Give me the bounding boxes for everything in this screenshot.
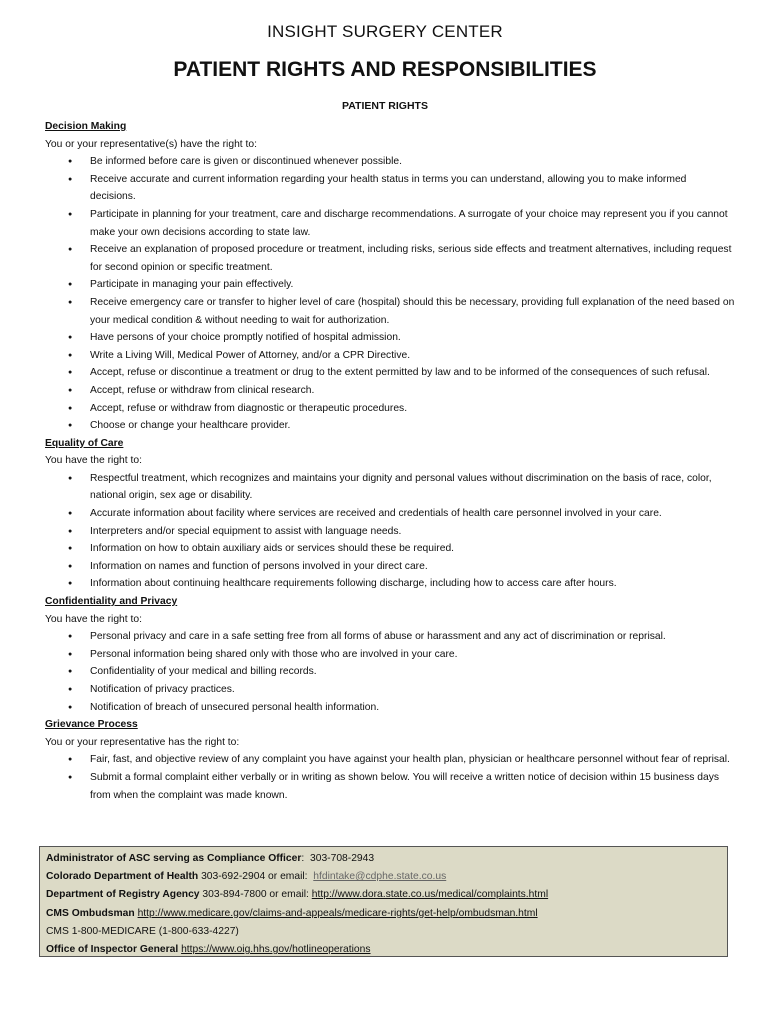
list-item: ● Accept, refuse or withdraw from diagnostic or therapeutic procedures. — [45, 400, 735, 418]
confidentiality-intro: You have the right to: — [45, 613, 142, 625]
grievance-list — [45, 751, 735, 804]
list-item: ● Be informed before care is given or discontinued whenever possible. — [45, 153, 735, 171]
list-item: ● Accept, refuse or withdraw from clinical research. — [45, 382, 735, 400]
admin-contact-line: Administrator of ASC serving as Compliance Officer: 303-708-2943 — [46, 853, 375, 864]
list-item: ● Information on how to obtain auxiliary aids or services should these be required. — [45, 540, 735, 558]
dora-label: Department of Registry Agency — [46, 889, 200, 901]
confidentiality-heading: Confidentiality and Privacy — [45, 596, 178, 608]
list-item: ● Have persons of your choice promptly notified of hospital admission. — [45, 329, 735, 347]
list-item: ● Accept, refuse or discontinue a treatment or drug to the extent permitted by law and to be informed of the consequences of such refusal. — [45, 364, 735, 382]
grievance-heading: Grievance Process — [45, 719, 138, 731]
oig-contact-line — [46, 941, 721, 959]
list-item: ● Participate in managing your pain effectively. — [45, 276, 735, 294]
list-item: ● Fair, fast, and objective review of any complaint you have against your health plan, physician or healthcare personnel without fear of reprisal. — [45, 751, 735, 769]
list-item: ● Notification of privacy practices. — [45, 681, 735, 699]
cdph-phone: 303-692-2904 or email: — [201, 871, 308, 883]
admin-phone: 303-708-2943 — [309, 853, 375, 864]
dora-contact-line — [46, 886, 721, 904]
oig-label: Office of Inspector General — [46, 944, 179, 956]
list-item: ● Write a Living Will, Medical Power of Attorney, and/or a CPR Directive. — [45, 347, 735, 365]
cms-contact-line — [46, 905, 721, 923]
list-item: ● Submit a formal complaint either verbally or in writing as shown below. You will receive a written notice of decision within 15 business days from when the complaint was made known. — [45, 769, 735, 804]
list-item: ● Personal privacy and care in a safe setting free from all forms of abuse or harassment and any act of discrimination or reprisal. — [45, 628, 735, 646]
list-item: ● Accurate information about facility where services are received and credentials of health care personnel involved in your care. — [45, 505, 735, 523]
equality-of-care-intro: You have the right to: — [45, 455, 142, 467]
decision-making-list — [45, 153, 735, 435]
equality-of-care-list — [45, 470, 735, 593]
page-title: PATIENT RIGHTS AND RESPONSIBILITIES — [173, 58, 597, 81]
list-item: ● Receive accurate and current information regarding your health status in terms you can understand, allowing you to make informed decisions. — [45, 171, 735, 206]
list-item: ● Participate in planning for your treatment, care and discharge recommendations. A surrogate of your choice may represent you if you cannot make your own decisions according to state law. — [45, 206, 735, 241]
list-item: ● Notification of breach of unsecured personal health information. — [45, 699, 735, 717]
list-item: ● Information about continuing healthcare requirements following discharge, including how to access care after hours. — [45, 575, 735, 593]
cdph-contact-line — [46, 868, 721, 886]
section-title: PATIENT RIGHTS — [342, 100, 428, 112]
list-item: ● Respectful treatment, which recognizes and maintains your dignity and personal values without discrimination on the basis of race, color, national origin, sex age or disability. — [45, 470, 735, 505]
cms-label: CMS Ombudsman — [46, 907, 135, 919]
dora-phone: 303-894-7800 or email: — [202, 889, 309, 901]
confidentiality-list — [45, 628, 735, 716]
list-item: ● Personal information being shared only with those who are involved in your care. — [45, 646, 735, 664]
equality-of-care-heading: Equality of Care — [45, 437, 124, 449]
admin-label: Administrator of ASC serving as Compliance Officer — [46, 853, 302, 864]
grievance-intro: You or your representative has the right to: — [45, 736, 240, 748]
decision-making-heading: Decision Making — [45, 121, 127, 132]
list-item: ● Receive an explanation of proposed procedure or treatment, including risks, serious side effects and treatment alternatives, including request for second opinion or specific treatment. — [45, 241, 735, 276]
organization-name: INSIGHT SURGERY CENTER — [267, 22, 503, 41]
oig-hotline-link[interactable]: https://www.oig.hhs.gov/hotlineoperations — [181, 944, 371, 956]
list-item: ● Confidentiality of your medical and billing records. — [45, 663, 735, 681]
list-item: ● Receive emergency care or transfer to higher level of care (hospital) should this be necessary, providing full explanation of the need based on your medical condition & without needing to wait for authorization. — [45, 294, 735, 329]
cms-phone-line: CMS 1-800-MEDICARE (1-800-633-4227) — [46, 925, 239, 937]
decision-making-intro: You or your representative(s) have the right to: — [45, 138, 257, 150]
list-item: ● Choose or change your healthcare provider. — [45, 417, 735, 435]
rights-content — [45, 118, 735, 804]
list-item: ● Interpreters and/or special equipment to assist with language needs. — [45, 523, 735, 541]
list-item: ● Information on names and function of persons involved in your direct care. — [45, 558, 735, 576]
contact-box — [39, 846, 728, 957]
dora-complaints-link[interactable]: http://www.dora.state.co.us/medical/complaints.html — [311, 889, 549, 901]
cdph-email-link[interactable]: hfdintake@cdphe.state.co.us — [313, 871, 447, 883]
cdph-label: Colorado Department of Health — [46, 871, 199, 883]
cms-ombudsman-link[interactable]: http://www.medicare.gov/claims-and-appeals/medicare-rights/get-help/ombudsman.html — [137, 907, 538, 919]
